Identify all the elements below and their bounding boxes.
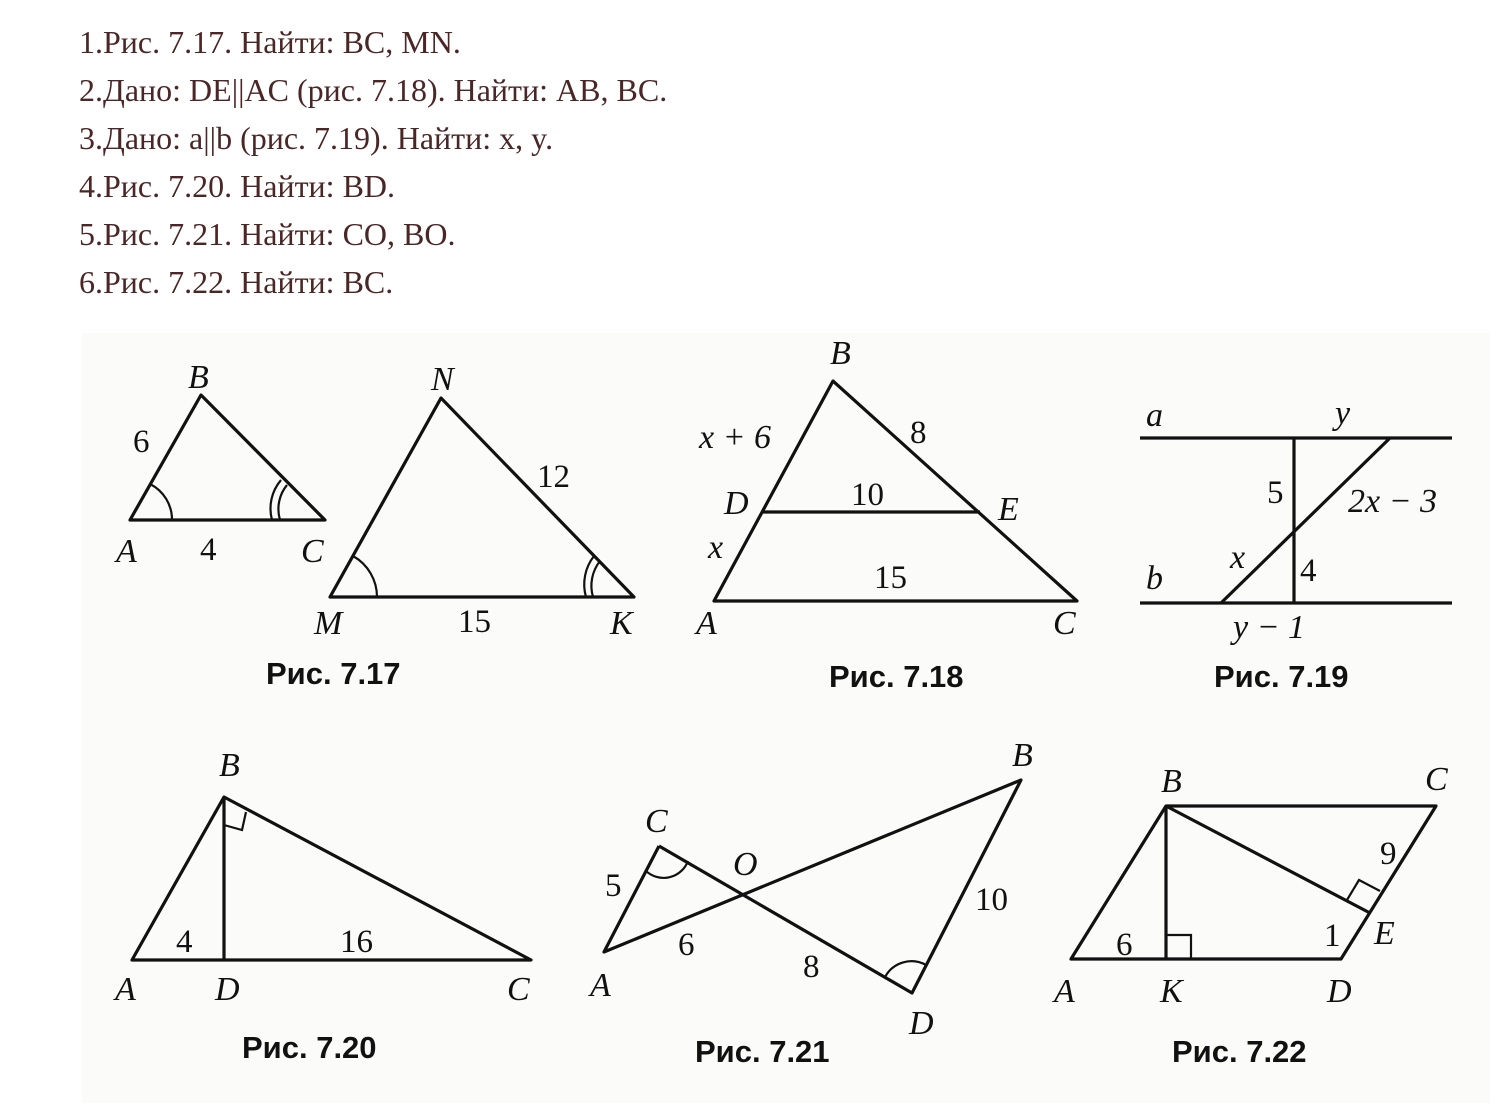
length-od: 8 — [803, 949, 820, 985]
right-angle-mark-e — [1347, 880, 1380, 900]
point-label-a: A — [116, 533, 137, 570]
caption-7-17: Рис. 7.17 — [266, 656, 401, 691]
length-bd: 10 — [975, 882, 1008, 918]
point-label-a: A — [115, 971, 136, 1008]
task-text: Рис. 7.20. Найти: BD. — [103, 168, 396, 204]
length-ed: 1 — [1324, 918, 1341, 954]
length-bd: x + 6 — [699, 419, 772, 456]
length-dc: 16 — [340, 924, 373, 960]
segment-be — [1166, 806, 1370, 913]
task-number: 4. — [79, 168, 103, 204]
task-number: 3. — [79, 120, 103, 156]
angle-arc-k-2 — [591, 561, 600, 597]
point-label-d: D — [724, 485, 749, 522]
point-label-d: D — [909, 1005, 934, 1042]
point-label-b: B — [188, 359, 209, 396]
point-label-m: M — [314, 605, 343, 642]
point-label-b: B — [830, 335, 851, 372]
point-label-b: B — [219, 747, 240, 784]
point-label-e: E — [1374, 915, 1395, 952]
length-ac: 4 — [200, 532, 217, 568]
task-text: Рис. 7.22. Найти: BC. — [103, 264, 394, 300]
task-text: Рис. 7.21. Найти: CO, BO. — [103, 216, 456, 252]
caption-7-22: Рис. 7.22 — [1172, 1034, 1307, 1069]
point-label-d: D — [215, 971, 240, 1008]
length-de: 10 — [851, 477, 884, 513]
figure-7-19 — [1140, 395, 1452, 694]
point-label-a: A — [590, 967, 611, 1004]
angle-arc-c-2 — [278, 485, 287, 520]
point-label-e: E — [998, 491, 1019, 528]
line-label-a: a — [1146, 397, 1163, 434]
point-label-o: O — [733, 846, 758, 883]
point-label-c: C — [301, 533, 324, 570]
length-ao: 6 — [678, 927, 695, 963]
caption-7-20: Рис. 7.20 — [242, 1030, 377, 1065]
caption-7-18: Рис. 7.18 — [829, 659, 964, 694]
angle-arc-m — [353, 556, 377, 597]
point-label-c: C — [1425, 761, 1448, 798]
figure-7-20 — [113, 747, 531, 1065]
length-slant-bottom: x — [1230, 539, 1246, 576]
point-label-a: A — [1054, 973, 1075, 1010]
point-label-c: C — [1053, 605, 1076, 642]
task-number: 1. — [79, 24, 103, 60]
task-number: 5. — [79, 216, 103, 252]
point-label-k: K — [610, 605, 633, 642]
figure-7-22 — [1052, 761, 1448, 1069]
task-text: Рис. 7.17. Найти: BC, MN. — [103, 24, 461, 60]
length-ab: 6 — [133, 424, 150, 460]
task-text: Дано: DE||AC (рис. 7.18). Найти: AB, BC. — [103, 72, 668, 108]
point-label-k: K — [1160, 973, 1183, 1010]
point-label-c: C — [507, 971, 530, 1008]
right-angle-mark-k — [1166, 935, 1191, 959]
length-ad: x — [708, 529, 724, 566]
figure-7-21 — [588, 737, 1033, 1069]
point-label-a: A — [696, 605, 717, 642]
line-label-b: b — [1146, 560, 1163, 597]
length-bottom: y − 1 — [1233, 609, 1306, 646]
length-ak: 6 — [1116, 927, 1133, 963]
length-ac: 15 — [874, 560, 907, 596]
length-ac: 5 — [605, 868, 622, 904]
figure-7-18 — [694, 335, 1077, 694]
length-ad: 4 — [176, 924, 193, 960]
task-text: Дано: a||b (рис. 7.19). Найти: x, y. — [103, 120, 554, 156]
point-label-n: N — [431, 361, 454, 398]
caption-7-19: Рис. 7.19 — [1214, 659, 1349, 694]
figure-7-17 — [114, 359, 635, 691]
point-label-c: C — [645, 803, 668, 840]
length-vertical-bottom: 4 — [1300, 553, 1317, 589]
length-mk: 15 — [458, 604, 491, 640]
point-label-d: D — [1327, 973, 1352, 1010]
length-nk: 12 — [537, 459, 570, 495]
task-number: 2. — [79, 72, 103, 108]
length-ce: 9 — [1380, 836, 1397, 872]
length-vertical-top: 5 — [1267, 475, 1284, 511]
length-top: y — [1335, 395, 1351, 432]
point-label-b: B — [1012, 737, 1033, 774]
angle-arc-c — [646, 861, 688, 878]
triangle-abc — [130, 395, 325, 520]
length-be: 8 — [910, 415, 927, 451]
point-label-b: B — [1161, 763, 1182, 800]
caption-7-21: Рис. 7.21 — [695, 1034, 830, 1069]
task-number: 6. — [79, 264, 103, 300]
angle-arc-a — [150, 484, 172, 520]
right-angle-mark-b — [224, 812, 246, 830]
length-slant-top: 2x − 3 — [1348, 483, 1438, 520]
